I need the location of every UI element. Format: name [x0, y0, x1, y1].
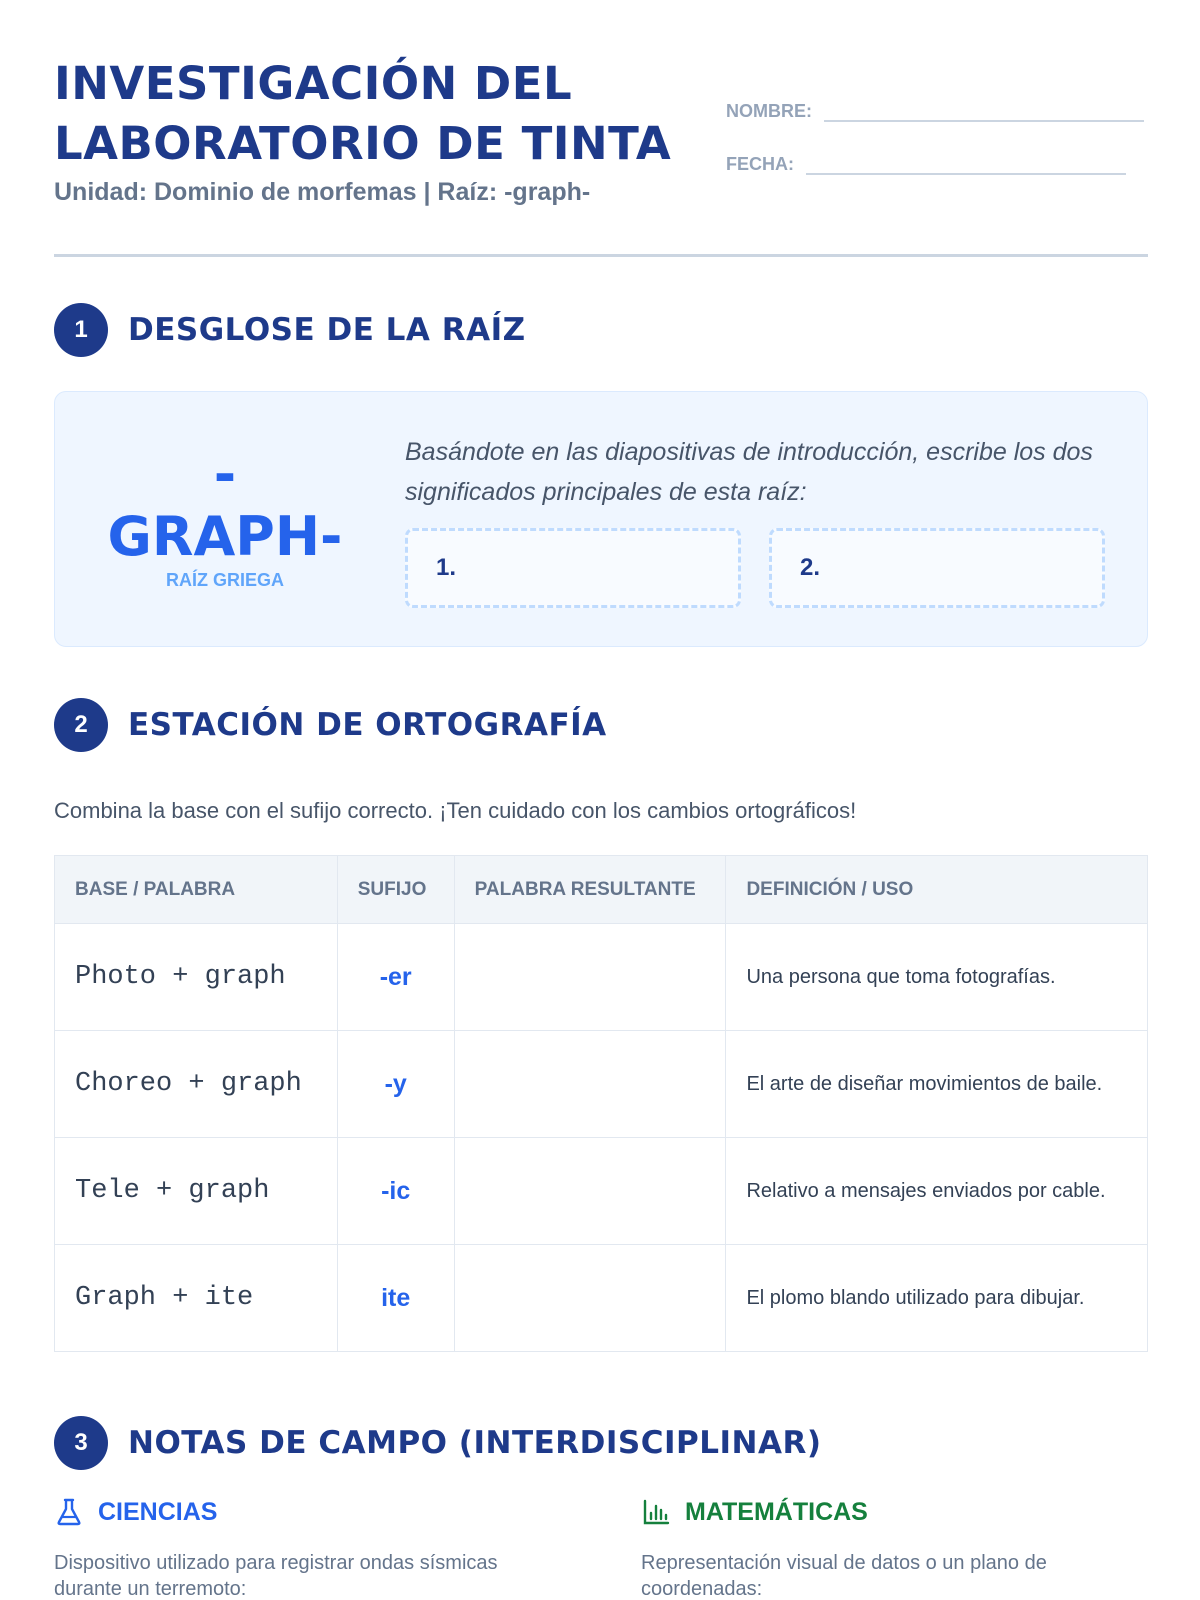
science-label: CIENCIAS: [98, 1497, 218, 1526]
date-input-line[interactable]: [806, 147, 1126, 175]
section-1-badge: 1: [54, 303, 108, 357]
root-breakdown-box: [54, 391, 1148, 647]
root-display: [85, 444, 365, 591]
name-label: NOMBRE:: [726, 101, 812, 121]
flask-icon: [54, 1497, 84, 1527]
result-answer-cell[interactable]: [454, 1245, 726, 1352]
section-1-heading: [54, 303, 526, 357]
base-cell: Photo + graph: [55, 924, 338, 1031]
date-label: FECHA:: [726, 154, 794, 174]
meaning-answer-2[interactable]: 2.: [769, 528, 1105, 608]
page-subtitle: Unidad: Dominio de morfemas | Raíz: -graph-: [54, 178, 591, 206]
science-subject: [54, 1497, 217, 1527]
section-2-title: ESTACIÓN DE ORTOGRAFÍA: [128, 707, 607, 743]
table-row: [55, 1031, 1148, 1138]
table-row: [55, 924, 1148, 1031]
section-2-badge: 2: [54, 698, 108, 752]
result-answer-cell[interactable]: [454, 1138, 726, 1245]
definition-cell: Una persona que toma fotografías.: [726, 924, 1148, 1031]
section-3-title: NOTAS DE CAMPO (INTERDISCIPLINAR): [128, 1425, 822, 1461]
suffix-cell: -ic: [337, 1138, 454, 1245]
column-header-definition: DEFINICIÓN / USO: [726, 856, 1148, 924]
bar-chart-icon: [641, 1497, 671, 1527]
root-caption: RAÍZ GRIEGA: [165, 570, 284, 590]
suffix-cell: -er: [337, 924, 454, 1031]
name-field: [726, 94, 1144, 122]
section-1-title: DESGLOSE DE LA RAÍZ: [128, 312, 526, 348]
column-header-suffix: SUFIJO: [337, 856, 454, 924]
science-prompt: Dispositivo utilizado para registrar ondas sísmicas durante un terremoto:: [54, 1552, 498, 1600]
title-line-2: LABORATORIO DE TINTA: [54, 117, 672, 170]
column-header-result: PALABRA RESULTANTE: [454, 856, 726, 924]
definition-cell: El arte de diseñar movimientos de baile.: [726, 1031, 1148, 1138]
definition-cell: Relativo a mensajes enviados por cable.: [726, 1138, 1148, 1245]
section-2-heading: [54, 698, 607, 752]
table-row: [55, 1245, 1148, 1352]
table-header-row: [55, 856, 1148, 924]
result-answer-cell[interactable]: [454, 924, 726, 1031]
column-header-base: BASE / PALABRA: [55, 856, 338, 924]
base-cell: Graph + ite: [55, 1245, 338, 1352]
spelling-table: [54, 855, 1148, 1352]
result-answer-cell[interactable]: [454, 1031, 726, 1138]
date-field: [726, 147, 1126, 175]
base-cell: Tele + graph: [55, 1138, 338, 1245]
math-prompt: Representación visual de datos o un plano de coordenadas:: [641, 1552, 1047, 1600]
spelling-instructions: Combina la base con el sufijo correcto. ¡Ten cuidado con los cambios ortográficos!: [54, 798, 857, 823]
section-3-badge: 3: [54, 1416, 108, 1470]
definition-cell: El plomo blando utilizado para dibujar.: [726, 1245, 1148, 1352]
root-prompt: Basándote en las diapositivas de introducción, escribe los dos significados principales de esta raíz:: [405, 438, 1093, 506]
suffix-cell: -y: [337, 1031, 454, 1138]
page-title: [54, 54, 724, 174]
suffix-cell: ite: [337, 1245, 454, 1352]
math-subject: [641, 1497, 868, 1527]
root-dash: -: [213, 443, 237, 506]
header-divider: [54, 254, 1148, 257]
math-label: MATEMÁTICAS: [685, 1497, 868, 1526]
name-input-line[interactable]: [824, 94, 1144, 122]
table-row: [55, 1138, 1148, 1245]
section-3-heading: [54, 1416, 822, 1470]
worksheet-page: [54, 0, 1148, 1600]
title-line-1: INVESTIGACIÓN DEL: [54, 57, 573, 110]
meaning-answer-1[interactable]: 1.: [405, 528, 741, 608]
base-cell: Choreo + graph: [55, 1031, 338, 1138]
root-word: GRAPH-: [107, 505, 343, 568]
